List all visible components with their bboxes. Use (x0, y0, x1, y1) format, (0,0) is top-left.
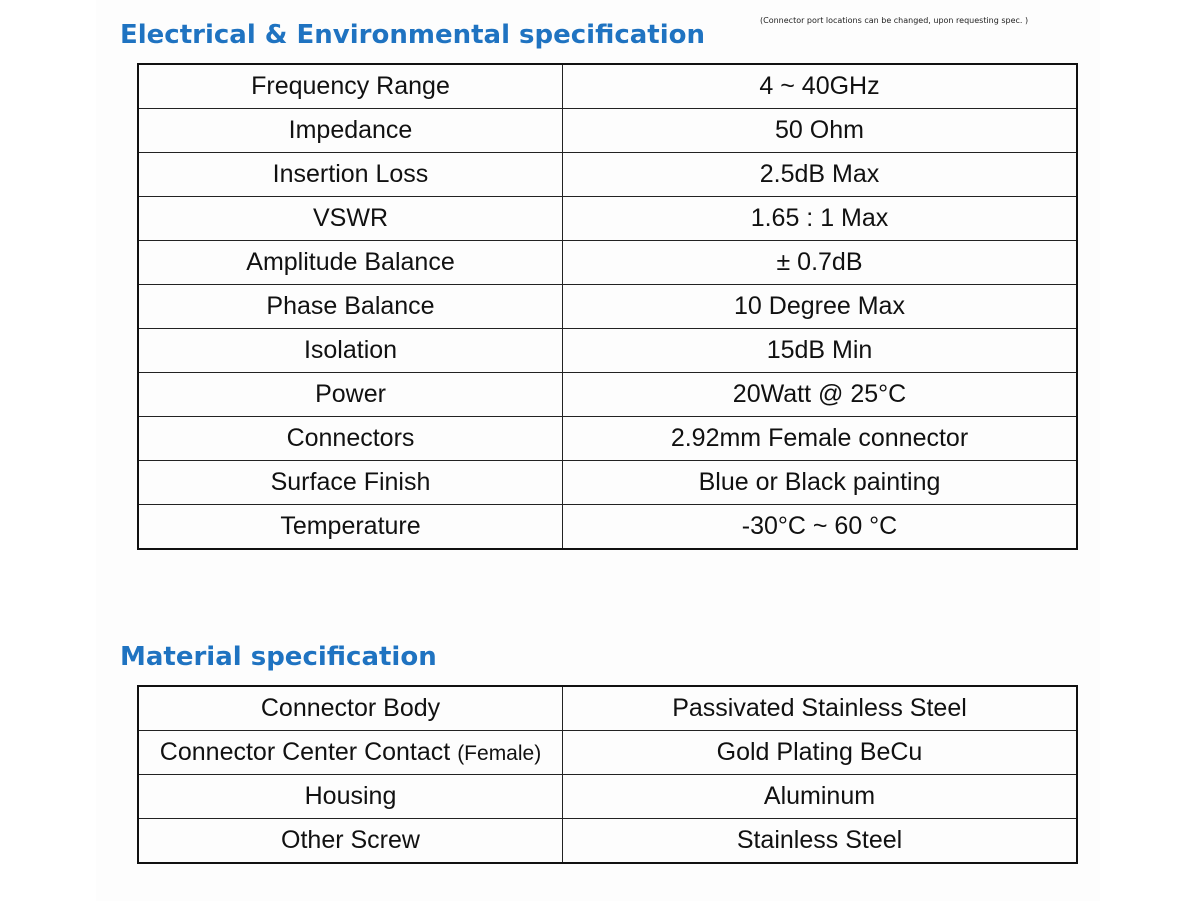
spec-label: Connectors (138, 417, 563, 461)
spec-label: Power (138, 373, 563, 417)
spec-label-cell (138, 731, 563, 775)
spec-value: 15dB Min (563, 329, 1078, 373)
spec-label: Other Screw (138, 819, 563, 864)
table-row (138, 819, 1077, 864)
spec-value: Gold Plating BeCu (563, 731, 1078, 775)
table-row (138, 109, 1077, 153)
spec-label: Frequency Range (138, 64, 563, 109)
table-row (138, 775, 1077, 819)
spec-label-suffix: (Female) (457, 742, 542, 765)
material-spec-title: Material specification (120, 642, 437, 672)
port-location-note: (Connector port locations can be changed, upon requesting spec. ) (760, 16, 1029, 25)
table-row (138, 731, 1077, 775)
table-row (138, 153, 1077, 197)
spec-value: Passivated Stainless Steel (563, 686, 1078, 731)
spec-value: -30°C ~ 60 °C (563, 505, 1078, 550)
table-row (138, 329, 1077, 373)
material-spec-table (137, 685, 1078, 864)
spec-label: Isolation (138, 329, 563, 373)
spec-label: Temperature (138, 505, 563, 550)
spec-label: VSWR (138, 197, 563, 241)
spec-label: Surface Finish (138, 461, 563, 505)
spec-value: 20Watt @ 25°C (563, 373, 1078, 417)
table-row (138, 64, 1077, 109)
table-row (138, 197, 1077, 241)
spec-value: 4 ~ 40GHz (563, 64, 1078, 109)
spec-value: Stainless Steel (563, 819, 1078, 864)
spec-value: ± 0.7dB (563, 241, 1078, 285)
table-row (138, 686, 1077, 731)
spec-value: 50 Ohm (563, 109, 1078, 153)
table-row (138, 417, 1077, 461)
spec-value: 2.5dB Max (563, 153, 1078, 197)
electrical-spec-table (137, 63, 1078, 550)
spec-value: 10 Degree Max (563, 285, 1078, 329)
spec-label: Amplitude Balance (138, 241, 563, 285)
spec-value: Blue or Black painting (563, 461, 1078, 505)
spec-label: Phase Balance (138, 285, 563, 329)
table-row (138, 241, 1077, 285)
spec-value: 1.65 : 1 Max (563, 197, 1078, 241)
spec-label: Housing (138, 775, 563, 819)
table-row (138, 285, 1077, 329)
table-row (138, 505, 1077, 550)
spec-label: Connector Center Contact (159, 738, 451, 766)
spec-label: Insertion Loss (138, 153, 563, 197)
spec-value: Aluminum (563, 775, 1078, 819)
spec-label: Connector Body (138, 686, 563, 731)
table-row (138, 461, 1077, 505)
electrical-spec-title: Electrical & Environmental specification (120, 20, 706, 50)
spec-label: Impedance (138, 109, 563, 153)
spec-value: 2.92mm Female connector (563, 417, 1078, 461)
table-row (138, 373, 1077, 417)
